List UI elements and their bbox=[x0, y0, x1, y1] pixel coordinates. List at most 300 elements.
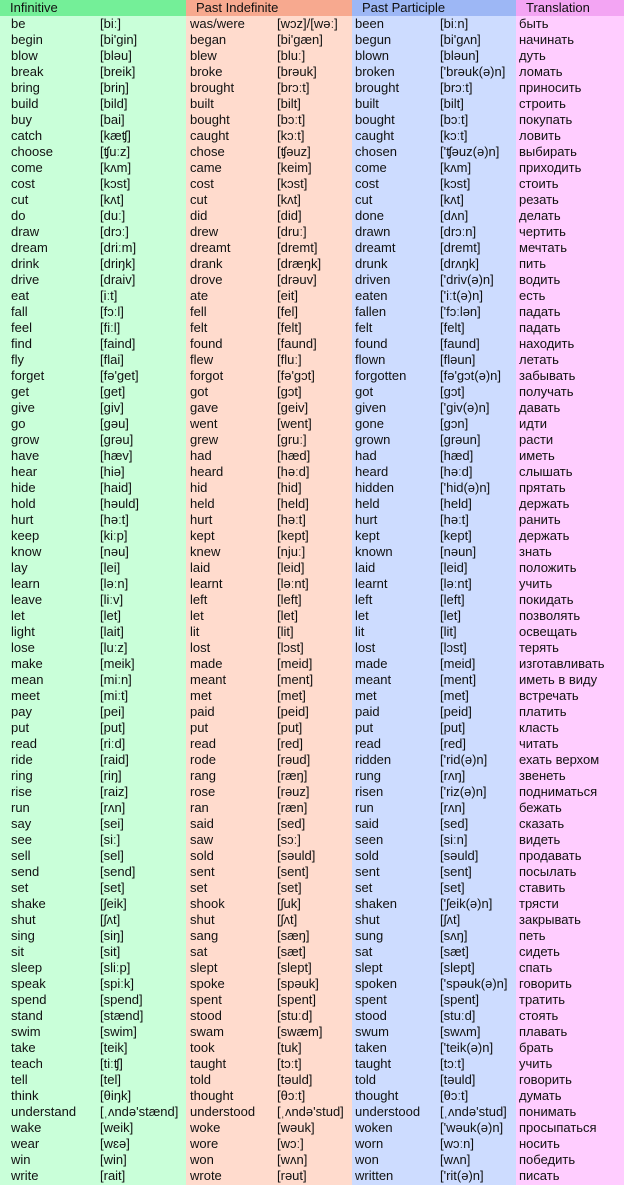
past-indefinite-cell: said bbox=[190, 816, 214, 831]
past-participle-cell: built bbox=[355, 96, 379, 111]
past-participle-transcription-cell: ['ʃeik(ə)n] bbox=[440, 896, 493, 911]
past-indefinite-cell: told bbox=[190, 1072, 211, 1087]
past-indefinite-transcription-cell: [bilt] bbox=[277, 96, 301, 111]
table-row bbox=[0, 160, 624, 176]
past-participle-transcription-cell: [drʌŋk] bbox=[440, 256, 480, 271]
past-indefinite-transcription-cell: [wɔz]/[wəː] bbox=[277, 16, 338, 31]
translation-cell: покидать bbox=[519, 592, 574, 607]
translation-cell: знать bbox=[519, 544, 552, 559]
past-participle-cell: sung bbox=[355, 928, 384, 943]
infinitive-transcription-cell: [send] bbox=[100, 864, 136, 879]
translation-cell: покупать bbox=[519, 112, 573, 127]
infinitive-transcription-cell: [miːt] bbox=[100, 688, 129, 703]
infinitive-cell: find bbox=[11, 336, 32, 351]
past-participle-transcription-cell: [bi'gʌn] bbox=[440, 32, 481, 47]
past-indefinite-transcription-cell: [brɔːt] bbox=[277, 80, 310, 95]
table-row bbox=[0, 672, 624, 688]
infinitive-transcription-cell: [gəu] bbox=[100, 416, 129, 431]
table-row bbox=[0, 288, 624, 304]
table-row bbox=[0, 96, 624, 112]
past-participle-transcription-cell: [met] bbox=[440, 688, 469, 703]
past-participle-transcription-cell: [leid] bbox=[440, 560, 468, 575]
infinitive-cell: win bbox=[11, 1152, 31, 1167]
past-indefinite-transcription-cell: [fluː] bbox=[277, 352, 302, 367]
past-indefinite-cell: bought bbox=[190, 112, 230, 127]
past-indefinite-transcription-cell: [rəut] bbox=[277, 1168, 307, 1183]
infinitive-transcription-cell: [sei] bbox=[100, 816, 124, 831]
past-indefinite-cell: had bbox=[190, 448, 212, 463]
past-indefinite-transcription-cell: [θɔːt] bbox=[277, 1088, 306, 1103]
table-row bbox=[0, 992, 624, 1008]
table-row bbox=[0, 496, 624, 512]
table-row bbox=[0, 960, 624, 976]
table-row bbox=[0, 752, 624, 768]
past-indefinite-transcription-cell: [njuː] bbox=[277, 544, 306, 559]
table-row bbox=[0, 1104, 624, 1120]
past-participle-cell: given bbox=[355, 400, 387, 415]
translation-cell: читать bbox=[519, 736, 559, 751]
past-participle-transcription-cell: [kept] bbox=[440, 528, 472, 543]
past-participle-transcription-cell: [kʌm] bbox=[440, 160, 472, 175]
past-participle-transcription-cell: [ment] bbox=[440, 672, 477, 687]
past-indefinite-transcription-cell: [ʃuk] bbox=[277, 896, 301, 911]
infinitive-cell: make bbox=[11, 656, 43, 671]
infinitive-cell: catch bbox=[11, 128, 43, 143]
infinitive-transcription-cell: [kæʧ] bbox=[100, 128, 131, 143]
infinitive-cell: shake bbox=[11, 896, 46, 911]
infinitive-cell: fly bbox=[11, 352, 24, 367]
translation-cell: видеть bbox=[519, 832, 561, 847]
past-indefinite-transcription-cell: [gruː] bbox=[277, 432, 307, 447]
table-row bbox=[0, 800, 624, 816]
infinitive-cell: drive bbox=[11, 272, 40, 287]
translation-cell: тратить bbox=[519, 992, 566, 1007]
translation-cell: освещать bbox=[519, 624, 578, 639]
table-row bbox=[0, 1008, 624, 1024]
past-participle-cell: spoken bbox=[355, 976, 397, 991]
infinitive-transcription-cell: [stænd] bbox=[100, 1008, 144, 1023]
past-participle-transcription-cell: [put] bbox=[440, 720, 466, 735]
infinitive-transcription-cell: [həːt] bbox=[100, 512, 129, 527]
infinitive-transcription-cell: [put] bbox=[100, 720, 126, 735]
infinitive-transcription-cell: [haid] bbox=[100, 480, 132, 495]
infinitive-transcription-cell: [bləu] bbox=[100, 48, 132, 63]
table-row bbox=[0, 1040, 624, 1056]
past-participle-transcription-cell: [spent] bbox=[440, 992, 480, 1007]
infinitive-transcription-cell: [siː] bbox=[100, 832, 121, 847]
past-participle-transcription-cell: [gɔn] bbox=[440, 416, 469, 431]
past-indefinite-transcription-cell: [let] bbox=[277, 608, 298, 623]
infinitive-cell: speak bbox=[11, 976, 46, 991]
infinitive-transcription-cell: [duː] bbox=[100, 208, 126, 223]
past-indefinite-cell: hurt bbox=[190, 512, 213, 527]
past-indefinite-transcription-cell: [druː] bbox=[277, 224, 307, 239]
infinitive-cell: wake bbox=[11, 1120, 42, 1135]
past-participle-transcription-cell: [sæt] bbox=[440, 944, 469, 959]
past-participle-cell: begun bbox=[355, 32, 392, 47]
past-participle-transcription-cell: ['hid(ə)n] bbox=[440, 480, 491, 495]
past-participle-cell: got bbox=[355, 384, 374, 399]
past-participle-transcription-cell: [gɔt] bbox=[440, 384, 465, 399]
past-indefinite-transcription-cell: [kʌt] bbox=[277, 192, 301, 207]
past-participle-cell: set bbox=[355, 880, 373, 895]
table-row bbox=[0, 112, 624, 128]
past-participle-cell: flown bbox=[355, 352, 386, 367]
past-indefinite-cell: felt bbox=[190, 320, 208, 335]
past-participle-cell: understood bbox=[355, 1104, 421, 1119]
infinitive-cell: blow bbox=[11, 48, 38, 63]
infinitive-cell: hold bbox=[11, 496, 36, 511]
past-indefinite-cell: rode bbox=[190, 752, 217, 767]
past-indefinite-transcription-cell: [went] bbox=[277, 416, 312, 431]
infinitive-cell: teach bbox=[11, 1056, 43, 1071]
past-participle-transcription-cell: [ləːnt] bbox=[440, 576, 472, 591]
infinitive-cell: come bbox=[11, 160, 43, 175]
past-indefinite-cell: grew bbox=[190, 432, 219, 447]
past-participle-transcription-cell: ['ʧəuz(ə)n] bbox=[440, 144, 500, 159]
infinitive-cell: pay bbox=[11, 704, 32, 719]
table-row bbox=[0, 416, 624, 432]
translation-cell: победить bbox=[519, 1152, 576, 1167]
table-row bbox=[0, 16, 624, 32]
past-indefinite-cell: knew bbox=[190, 544, 221, 559]
past-participle-cell: rung bbox=[355, 768, 382, 783]
past-indefinite-cell: did bbox=[190, 208, 208, 223]
infinitive-cell: go bbox=[11, 416, 26, 431]
infinitive-transcription-cell: [bi'gin] bbox=[100, 32, 138, 47]
infinitive-cell: mean bbox=[11, 672, 44, 687]
past-participle-transcription-cell: [lɔst] bbox=[440, 640, 467, 655]
translation-cell: сидеть bbox=[519, 944, 560, 959]
translation-cell: позволять bbox=[519, 608, 581, 623]
infinitive-cell: see bbox=[11, 832, 32, 847]
past-participle-transcription-cell: [set] bbox=[440, 880, 465, 895]
past-indefinite-cell: wore bbox=[190, 1136, 219, 1151]
infinitive-transcription-cell: [wɛə] bbox=[100, 1136, 130, 1151]
past-participle-cell: broken bbox=[355, 64, 395, 79]
translation-cell: быть bbox=[519, 16, 549, 31]
infinitive-cell: set bbox=[11, 880, 29, 895]
table-row bbox=[0, 928, 624, 944]
infinitive-transcription-cell: [θiŋk] bbox=[100, 1088, 132, 1103]
translation-cell: сказать bbox=[519, 816, 565, 831]
past-indefinite-transcription-cell: [drəuv] bbox=[277, 272, 317, 287]
past-participle-transcription-cell: [red] bbox=[440, 736, 467, 751]
past-indefinite-transcription-cell: [tuk] bbox=[277, 1040, 302, 1055]
translation-cell: резать bbox=[519, 192, 559, 207]
past-indefinite-cell: got bbox=[190, 384, 209, 399]
past-participle-transcription-cell: [biːn] bbox=[440, 16, 469, 31]
past-indefinite-transcription-cell: [lit] bbox=[277, 624, 294, 639]
past-participle-transcription-cell: [swʌm] bbox=[440, 1024, 481, 1039]
past-indefinite-transcription-cell: [spəuk] bbox=[277, 976, 319, 991]
past-indefinite-transcription-cell: [dræŋk] bbox=[277, 256, 322, 271]
infinitive-transcription-cell: [luːz] bbox=[100, 640, 128, 655]
past-indefinite-transcription-cell: [sæŋ] bbox=[277, 928, 310, 943]
past-participle-transcription-cell: ['iːt(ə)n] bbox=[440, 288, 483, 303]
table-row bbox=[0, 448, 624, 464]
past-participle-transcription-cell: [həːd] bbox=[440, 464, 473, 479]
translation-cell: брать bbox=[519, 1040, 554, 1055]
translation-cell: мечтать bbox=[519, 240, 567, 255]
table-row bbox=[0, 736, 624, 752]
infinitive-transcription-cell: [driŋk] bbox=[100, 256, 136, 271]
past-indefinite-transcription-cell: [kɔːt] bbox=[277, 128, 305, 143]
past-participle-cell: done bbox=[355, 208, 384, 223]
table-row bbox=[0, 560, 624, 576]
translation-cell: писать bbox=[519, 1168, 560, 1183]
infinitive-transcription-cell: [swim] bbox=[100, 1024, 137, 1039]
translation-cell: слышать bbox=[519, 464, 573, 479]
past-participle-cell: taught bbox=[355, 1056, 392, 1071]
infinitive-cell: send bbox=[11, 864, 40, 879]
infinitive-transcription-cell: [həuld] bbox=[100, 496, 140, 511]
past-indefinite-cell: sent bbox=[190, 864, 215, 879]
past-participle-transcription-cell: ['rit(ə)n] bbox=[440, 1168, 484, 1183]
past-participle-cell: meant bbox=[355, 672, 392, 687]
past-participle-cell: sent bbox=[355, 864, 380, 879]
past-indefinite-cell: rang bbox=[190, 768, 217, 783]
infinitive-cell: hide bbox=[11, 480, 36, 495]
past-indefinite-cell: dreamt bbox=[190, 240, 231, 255]
infinitive-transcription-cell: [get] bbox=[100, 384, 126, 399]
table-row bbox=[0, 624, 624, 640]
past-indefinite-cell: lit bbox=[190, 624, 200, 639]
translation-cell: держать bbox=[519, 496, 570, 511]
table-row bbox=[0, 1088, 624, 1104]
past-participle-transcription-cell: [həːt] bbox=[440, 512, 469, 527]
infinitive-transcription-cell: [ʃʌt] bbox=[100, 912, 121, 927]
infinitive-cell: choose bbox=[11, 144, 53, 159]
past-participle-cell: caught bbox=[355, 128, 395, 143]
past-participle-transcription-cell: [held] bbox=[440, 496, 472, 511]
past-participle-cell: woken bbox=[355, 1120, 393, 1135]
past-indefinite-cell: left bbox=[190, 592, 208, 607]
infinitive-cell: sing bbox=[11, 928, 35, 943]
translation-cell: продавать bbox=[519, 848, 582, 863]
table-row bbox=[0, 480, 624, 496]
past-participle-cell: known bbox=[355, 544, 393, 559]
table-row bbox=[0, 352, 624, 368]
table-row bbox=[0, 592, 624, 608]
infinitive-transcription-cell: [sliːp] bbox=[100, 960, 131, 975]
translation-cell: учить bbox=[519, 1056, 553, 1071]
past-participle-cell: left bbox=[355, 592, 373, 607]
infinitive-transcription-cell: [spiːk] bbox=[100, 976, 134, 991]
translation-cell: строить bbox=[519, 96, 566, 111]
infinitive-cell: keep bbox=[11, 528, 40, 543]
infinitive-cell: build bbox=[11, 96, 39, 111]
past-indefinite-transcription-cell: [ʃʌt] bbox=[277, 912, 298, 927]
infinitive-cell: get bbox=[11, 384, 30, 399]
past-indefinite-cell: ate bbox=[190, 288, 209, 303]
past-indefinite-transcription-cell: [ʧəuz] bbox=[277, 144, 311, 159]
infinitive-transcription-cell: [teik] bbox=[100, 1040, 128, 1055]
translation-cell: чертить bbox=[519, 224, 566, 239]
past-indefinite-cell: rose bbox=[190, 784, 216, 799]
table-row bbox=[0, 208, 624, 224]
table-row bbox=[0, 80, 624, 96]
past-participle-transcription-cell: [tɔːt] bbox=[440, 1056, 465, 1071]
infinitive-cell: run bbox=[11, 800, 30, 815]
infinitive-cell: be bbox=[11, 16, 26, 31]
past-indefinite-transcription-cell: [həːd] bbox=[277, 464, 310, 479]
translation-cell: ставить bbox=[519, 880, 566, 895]
past-participle-transcription-cell: [θɔːt] bbox=[440, 1088, 469, 1103]
past-participle-transcription-cell: [hæd] bbox=[440, 448, 474, 463]
infinitive-transcription-cell: [siŋ] bbox=[100, 928, 124, 943]
infinitive-cell: swim bbox=[11, 1024, 41, 1039]
translation-cell: выбирать bbox=[519, 144, 577, 159]
past-participle-cell: laid bbox=[355, 560, 376, 575]
past-indefinite-cell: hid bbox=[190, 480, 208, 495]
infinitive-cell: shut bbox=[11, 912, 36, 927]
past-participle-cell: hurt bbox=[355, 512, 378, 527]
table-row bbox=[0, 144, 624, 160]
past-indefinite-cell: thought bbox=[190, 1088, 234, 1103]
past-indefinite-cell: kept bbox=[190, 528, 215, 543]
infinitive-cell: ride bbox=[11, 752, 33, 767]
past-participle-cell: read bbox=[355, 736, 382, 751]
past-indefinite-cell: was/were bbox=[190, 16, 245, 31]
past-participle-cell: cost bbox=[355, 176, 379, 191]
past-participle-transcription-cell: [felt] bbox=[440, 320, 465, 335]
past-participle-transcription-cell: [bɔːt] bbox=[440, 112, 469, 127]
past-indefinite-transcription-cell: [red] bbox=[277, 736, 304, 751]
past-indefinite-transcription-cell: [slept] bbox=[277, 960, 312, 975]
past-indefinite-cell: drank bbox=[190, 256, 223, 271]
infinitive-transcription-cell: [raiz] bbox=[100, 784, 129, 799]
past-indefinite-cell: sat bbox=[190, 944, 208, 959]
past-participle-cell: cut bbox=[355, 192, 373, 207]
past-indefinite-cell: came bbox=[190, 160, 222, 175]
past-indefinite-transcription-cell: [təuld] bbox=[277, 1072, 313, 1087]
past-indefinite-cell: understood bbox=[190, 1104, 256, 1119]
past-indefinite-cell: saw bbox=[190, 832, 214, 847]
past-indefinite-transcription-cell: [faund] bbox=[277, 336, 317, 351]
past-participle-transcription-cell: ['teik(ə)n] bbox=[440, 1040, 494, 1055]
past-participle-cell: spent bbox=[355, 992, 387, 1007]
infinitive-cell: spend bbox=[11, 992, 47, 1007]
infinitive-transcription-cell: [weik] bbox=[100, 1120, 134, 1135]
infinitive-cell: lose bbox=[11, 640, 35, 655]
past-indefinite-cell: drove bbox=[190, 272, 223, 287]
translation-cell: плавать bbox=[519, 1024, 568, 1039]
table-row bbox=[0, 576, 624, 592]
table-row bbox=[0, 272, 624, 288]
past-indefinite-cell: broke bbox=[190, 64, 223, 79]
table-row bbox=[0, 608, 624, 624]
infinitive-cell: meet bbox=[11, 688, 40, 703]
table-row bbox=[0, 1024, 624, 1040]
past-participle-cell: forgotten bbox=[355, 368, 407, 383]
infinitive-transcription-cell: [let] bbox=[100, 608, 121, 623]
past-indefinite-transcription-cell: [geiv] bbox=[277, 400, 309, 415]
infinitive-cell: let bbox=[11, 608, 25, 623]
infinitive-cell: eat bbox=[11, 288, 30, 303]
infinitive-transcription-cell: [draiv] bbox=[100, 272, 136, 287]
infinitive-transcription-cell: [riːd] bbox=[100, 736, 126, 751]
past-participle-transcription-cell: [siːn] bbox=[440, 832, 468, 847]
past-indefinite-transcription-cell: [wʌn] bbox=[277, 1152, 308, 1167]
table-row bbox=[0, 224, 624, 240]
past-participle-cell: grown bbox=[355, 432, 391, 447]
past-participle-cell: hidden bbox=[355, 480, 395, 495]
infinitive-transcription-cell: [breik] bbox=[100, 64, 136, 79]
past-indefinite-cell: took bbox=[190, 1040, 215, 1055]
infinitive-transcription-cell: [meik] bbox=[100, 656, 135, 671]
past-participle-transcription-cell: [ˌʌndə'stud] bbox=[440, 1104, 507, 1119]
infinitive-transcription-cell: [set] bbox=[100, 880, 125, 895]
past-participle-transcription-cell: [left] bbox=[440, 592, 465, 607]
past-indefinite-cell: woke bbox=[190, 1120, 221, 1135]
table-row bbox=[0, 304, 624, 320]
past-participle-cell: lost bbox=[355, 640, 376, 655]
infinitive-transcription-cell: [drɔː] bbox=[100, 224, 129, 239]
infinitive-cell: give bbox=[11, 400, 35, 415]
past-participle-cell: told bbox=[355, 1072, 376, 1087]
infinitive-cell: take bbox=[11, 1040, 36, 1055]
infinitive-transcription-cell: [sit] bbox=[100, 944, 121, 959]
past-indefinite-cell: found bbox=[190, 336, 223, 351]
past-participle-cell: been bbox=[355, 16, 384, 31]
past-indefinite-transcription-cell: [gɔt] bbox=[277, 384, 302, 399]
infinitive-transcription-cell: [sel] bbox=[100, 848, 124, 863]
past-indefinite-transcription-cell: [eit] bbox=[277, 288, 298, 303]
past-indefinite-cell: lost bbox=[190, 640, 211, 655]
past-indefinite-cell: chose bbox=[190, 144, 225, 159]
past-indefinite-transcription-cell: [brəuk] bbox=[277, 64, 317, 79]
past-indefinite-cell: flew bbox=[190, 352, 214, 367]
translation-cell: пить bbox=[519, 256, 547, 271]
past-participle-transcription-cell: [rʌn] bbox=[440, 800, 466, 815]
past-participle-transcription-cell: [bləun] bbox=[440, 48, 480, 63]
past-indefinite-cell: cut bbox=[190, 192, 208, 207]
past-participle-cell: drawn bbox=[355, 224, 391, 239]
infinitive-cell: light bbox=[11, 624, 35, 639]
infinitive-cell: rise bbox=[11, 784, 32, 799]
table-row bbox=[0, 400, 624, 416]
past-indefinite-transcription-cell: [ment] bbox=[277, 672, 314, 687]
past-participle-transcription-cell: [rʌŋ] bbox=[440, 768, 466, 783]
table-row bbox=[0, 864, 624, 880]
past-participle-transcription-cell: [wɔːn] bbox=[440, 1136, 474, 1151]
infinitive-transcription-cell: [bai] bbox=[100, 112, 125, 127]
infinitive-transcription-cell: [rait] bbox=[100, 1168, 126, 1183]
past-indefinite-cell: built bbox=[190, 96, 214, 111]
infinitive-transcription-cell: [flai] bbox=[100, 352, 124, 367]
past-participle-cell: drunk bbox=[355, 256, 388, 271]
past-indefinite-cell: made bbox=[190, 656, 223, 671]
past-participle-cell: chosen bbox=[355, 144, 397, 159]
table-row bbox=[0, 1120, 624, 1136]
past-participle-cell: risen bbox=[355, 784, 384, 799]
past-participle-transcription-cell: [səuld] bbox=[440, 848, 479, 863]
past-participle-cell: had bbox=[355, 448, 377, 463]
past-indefinite-cell: blew bbox=[190, 48, 217, 63]
infinitive-transcription-cell: [miːn] bbox=[100, 672, 132, 687]
translation-cell: спать bbox=[519, 960, 553, 975]
past-indefinite-cell: slept bbox=[190, 960, 218, 975]
past-indefinite-transcription-cell: [ləːnt] bbox=[277, 576, 309, 591]
past-indefinite-transcription-cell: [fə'gɔt] bbox=[277, 368, 315, 383]
infinitive-cell: put bbox=[11, 720, 30, 735]
past-indefinite-transcription-cell: [lɔst] bbox=[277, 640, 304, 655]
past-participle-transcription-cell: [sʌŋ] bbox=[440, 928, 468, 943]
infinitive-transcription-cell: [tel] bbox=[100, 1072, 121, 1087]
past-indefinite-cell: let bbox=[190, 608, 204, 623]
past-participle-transcription-cell: [fə'gɔt(ə)n] bbox=[440, 368, 502, 383]
